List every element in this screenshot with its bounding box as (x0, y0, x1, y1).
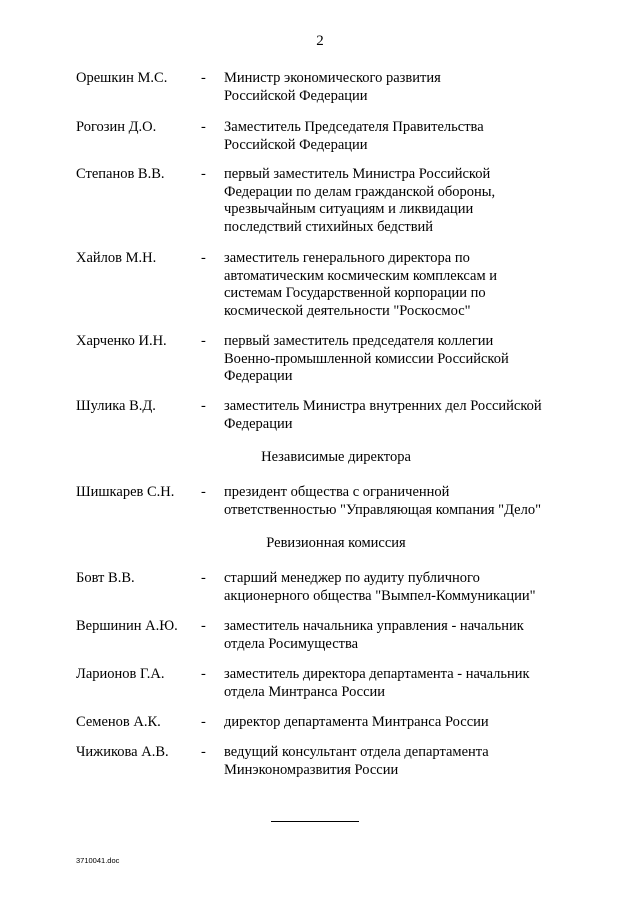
role-line: Минэкономразвития России (224, 761, 399, 778)
dash-separator: - (201, 744, 206, 760)
member-role (224, 618, 584, 653)
role-line: старший менеджер по аудиту публичного (224, 570, 480, 586)
role-line: последствий стихийных бедствий (224, 218, 434, 235)
role-line: Заместитель Председателя Правительства (224, 119, 484, 135)
role-line: заместитель директора департамента - начальник (224, 666, 530, 682)
dash-separator: - (201, 250, 206, 266)
dash-separator: - (201, 398, 206, 414)
member-name: Шишкарев С.Н. (76, 484, 175, 500)
role-line: ведущий консультант отдела департамента (224, 744, 489, 760)
role-line: заместитель генерального директора по (224, 250, 470, 266)
section-heading-text: Независимые директора (261, 449, 411, 465)
role-line: Федерации (224, 415, 293, 432)
role-line: Федерации (224, 368, 293, 384)
role-line: акционерного общества "Вымпел-Коммуникации" (224, 587, 536, 604)
dash-separator: - (201, 484, 206, 500)
closing-rule (271, 821, 359, 822)
member-role (224, 570, 584, 605)
dash-separator: - (201, 70, 206, 86)
role-line: отдела Минтранса России (224, 683, 386, 700)
dash-separator: - (201, 119, 206, 135)
role-line: Министр экономического развития (224, 70, 441, 86)
role-line: Российской Федерации (224, 136, 368, 153)
member-role (224, 484, 584, 519)
role-line: президент общества с ограниченной (224, 484, 450, 500)
member-name: Рогозин Д.О. (76, 119, 157, 135)
member-name: Шулика В.Д. (76, 398, 156, 414)
role-line: отдела Росимущества (224, 635, 359, 652)
member-name: Семенов А.К. (76, 714, 161, 730)
role-line: космической деятельности "Роскосмос" (224, 302, 471, 319)
page-number: 2 (316, 33, 324, 49)
member-role (224, 166, 584, 236)
section-heading-audit (0, 535, 640, 553)
member-name: Ларионов Г.А. (76, 666, 165, 682)
role-line: ответственностью "Управляющая компания "Дело" (224, 501, 541, 518)
dash-separator: - (201, 570, 206, 586)
role-line: Военно-промышленной комиссии Российской (224, 350, 509, 367)
member-name: Харченко И.Н. (76, 333, 167, 349)
section-heading-independent (0, 449, 640, 467)
role-line: заместитель Министра внутренних дел Российской (224, 398, 542, 414)
dash-separator: - (201, 618, 206, 634)
member-name: Чижикова А.В. (76, 744, 169, 760)
role-line: первый заместитель Министра Российской (224, 166, 491, 182)
role-line: директор департамента Минтранса России (224, 714, 489, 730)
dash-separator: - (201, 666, 206, 682)
section-heading-text: Ревизионная комиссия (266, 535, 406, 551)
member-role (224, 398, 584, 433)
member-role (224, 666, 584, 701)
member-name: Степанов В.В. (76, 166, 165, 182)
member-role (224, 744, 584, 779)
member-role (224, 70, 584, 105)
role-line: системам Государственной корпорации по (224, 285, 486, 301)
document-code: 3710041.doc (76, 856, 120, 865)
member-role (224, 714, 584, 732)
role-line: Российской Федерации (224, 87, 368, 104)
role-line: Федерации по делам гражданской обороны, (224, 183, 496, 200)
member-role (224, 250, 584, 320)
member-name: Хайлов М.Н. (76, 250, 157, 266)
role-line: автоматическим космическим комплексам и (224, 267, 498, 284)
dash-separator: - (201, 333, 206, 349)
member-name: Вершинин А.Ю. (76, 618, 178, 634)
role-line: заместитель начальника управления - начальник (224, 618, 524, 634)
dash-separator: - (201, 166, 206, 182)
member-name: Бовт В.В. (76, 570, 135, 586)
member-name: Орешкин М.С. (76, 70, 168, 86)
role-line: первый заместитель председателя коллегии (224, 333, 494, 349)
member-role (224, 333, 584, 386)
role-line: чрезвычайным ситуациям и ликвидации (224, 201, 474, 217)
member-role (224, 119, 584, 154)
dash-separator: - (201, 714, 206, 730)
